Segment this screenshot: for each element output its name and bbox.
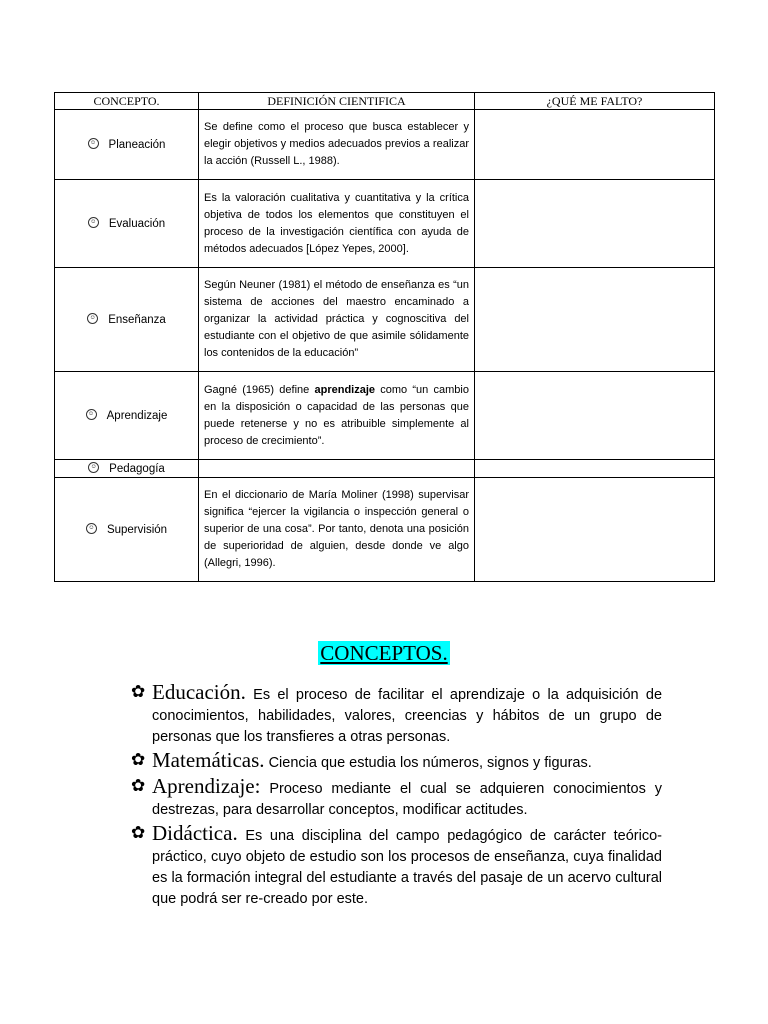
- list-item: [130, 750, 662, 774]
- definition-cell: Es la valoración cualitativa y cuantitativa y la crítica objetiva de todos los elementos que constituyen el proceso de la investigación científica con ayuda de métodos adecuados [López Yepes, 2000].: [199, 180, 475, 268]
- missing-cell[interactable]: [475, 372, 715, 460]
- concept-label: Planeación: [108, 138, 166, 151]
- header-que-me-falto: ¿QUÉ ME FALTO?: [475, 93, 715, 110]
- bullet-icon: ☺: [86, 523, 97, 534]
- concept-term: Matemáticas.: [152, 748, 265, 772]
- list-item: [130, 776, 662, 821]
- table-row: [55, 372, 715, 460]
- table-row: [55, 110, 715, 180]
- definition-cell: Se define como el proceso que busca establecer y elegir objetivos y medios adecuados previos a realizar la acción (Russell L., 1988).: [199, 110, 475, 180]
- concept-text: Es una disciplina del campo pedagógico de carácter teórico-práctico, cuyo objeto de estudio son los procesos de enseñanza, cuya finalidad es la formación integral del estudiante a través del pasaje de un acervo cultural que podrá ser re-creado por este.: [152, 828, 663, 907]
- concept-cell: [55, 460, 199, 478]
- header-concepto: CONCEPTO.: [55, 93, 199, 110]
- concept-cell: [55, 180, 199, 268]
- concept-label: Aprendizaje: [106, 409, 168, 422]
- concept-list: [130, 682, 662, 912]
- concept-text: Ciencia que estudia los números, signos y figuras.: [268, 755, 592, 771]
- flower-bullet-icon: ✿: [131, 682, 146, 701]
- concept-text: Proceso mediante el cual se adquieren conocimientos y destrezas, para desarrollar conceptos, modificar actitudes.: [152, 781, 662, 818]
- definition-cell: En el diccionario de María Moliner (1998) supervisar significa “ejercer la vigilancia o inspección general o superior de una cosa”. Por tanto, denota una posición de superioridad de alguien, desde donde ve algo (Allegri, 1996).: [199, 478, 475, 582]
- bullet-icon: ☺: [88, 462, 99, 473]
- bullet-icon: ☺: [88, 217, 99, 228]
- list-item: [130, 823, 662, 910]
- concept-label: Enseñanza: [108, 313, 166, 326]
- missing-cell[interactable]: [475, 110, 715, 180]
- missing-cell[interactable]: [475, 268, 715, 372]
- concepts-table: [54, 92, 715, 582]
- table-row: [55, 460, 715, 478]
- flower-bullet-icon: ✿: [131, 776, 146, 795]
- section-title-wrap: [0, 641, 768, 666]
- definition-text: como “un cambio en la disposición o capacidad de las personas que puede retenerse y no es atribuible simplemente al proceso de crecimiento”.: [204, 383, 469, 447]
- table-row: [55, 478, 715, 582]
- missing-cell[interactable]: [475, 478, 715, 582]
- concept-term: Didáctica.: [152, 821, 238, 845]
- table-row: [55, 180, 715, 268]
- definition-cell: Según Neuner (1981) el método de enseñanza es “un sistema de acciones del maestro encaminado a organizar la actividad práctica y cognoscitiva del estudiante con el objetivo de que asimile sólidamente los contenidos de la educación”: [199, 268, 475, 372]
- bullet-icon: ☺: [87, 313, 98, 324]
- concept-cell: [55, 268, 199, 372]
- concept-cell: [55, 478, 199, 582]
- concept-term: Educación.: [152, 680, 246, 704]
- concept-label: Supervisión: [106, 523, 168, 536]
- definition-text: Gagné (1965) define: [204, 383, 315, 396]
- concept-label: Pedagogía: [109, 462, 165, 475]
- missing-cell[interactable]: [475, 180, 715, 268]
- flower-bullet-icon: ✿: [131, 823, 146, 842]
- header-definicion: DEFINICIÓN CIENTIFICA: [199, 93, 475, 110]
- table-row: [55, 268, 715, 372]
- concept-text: Es el proceso de facilitar el aprendizaje o la adquisición de conocimientos, habilidades, valores, creencias y hábitos de un grupo de personas que los transfieres a otras personas.: [152, 687, 663, 745]
- flower-bullet-icon: ✿: [131, 750, 146, 769]
- concept-label: Evaluación: [108, 217, 166, 230]
- section-title: CONCEPTOS.: [320, 641, 448, 665]
- missing-cell[interactable]: [475, 460, 715, 478]
- definition-bold-term: aprendizaje: [314, 383, 376, 396]
- concept-term: Aprendizaje:: [152, 774, 261, 798]
- bullet-icon: ☺: [88, 138, 99, 149]
- bullet-icon: ☺: [86, 409, 97, 420]
- definition-cell: [199, 372, 475, 460]
- concept-cell: [55, 110, 199, 180]
- definition-cell: [199, 460, 475, 478]
- list-item: [130, 682, 662, 748]
- concept-cell: [55, 372, 199, 460]
- table-header-row: [55, 93, 715, 110]
